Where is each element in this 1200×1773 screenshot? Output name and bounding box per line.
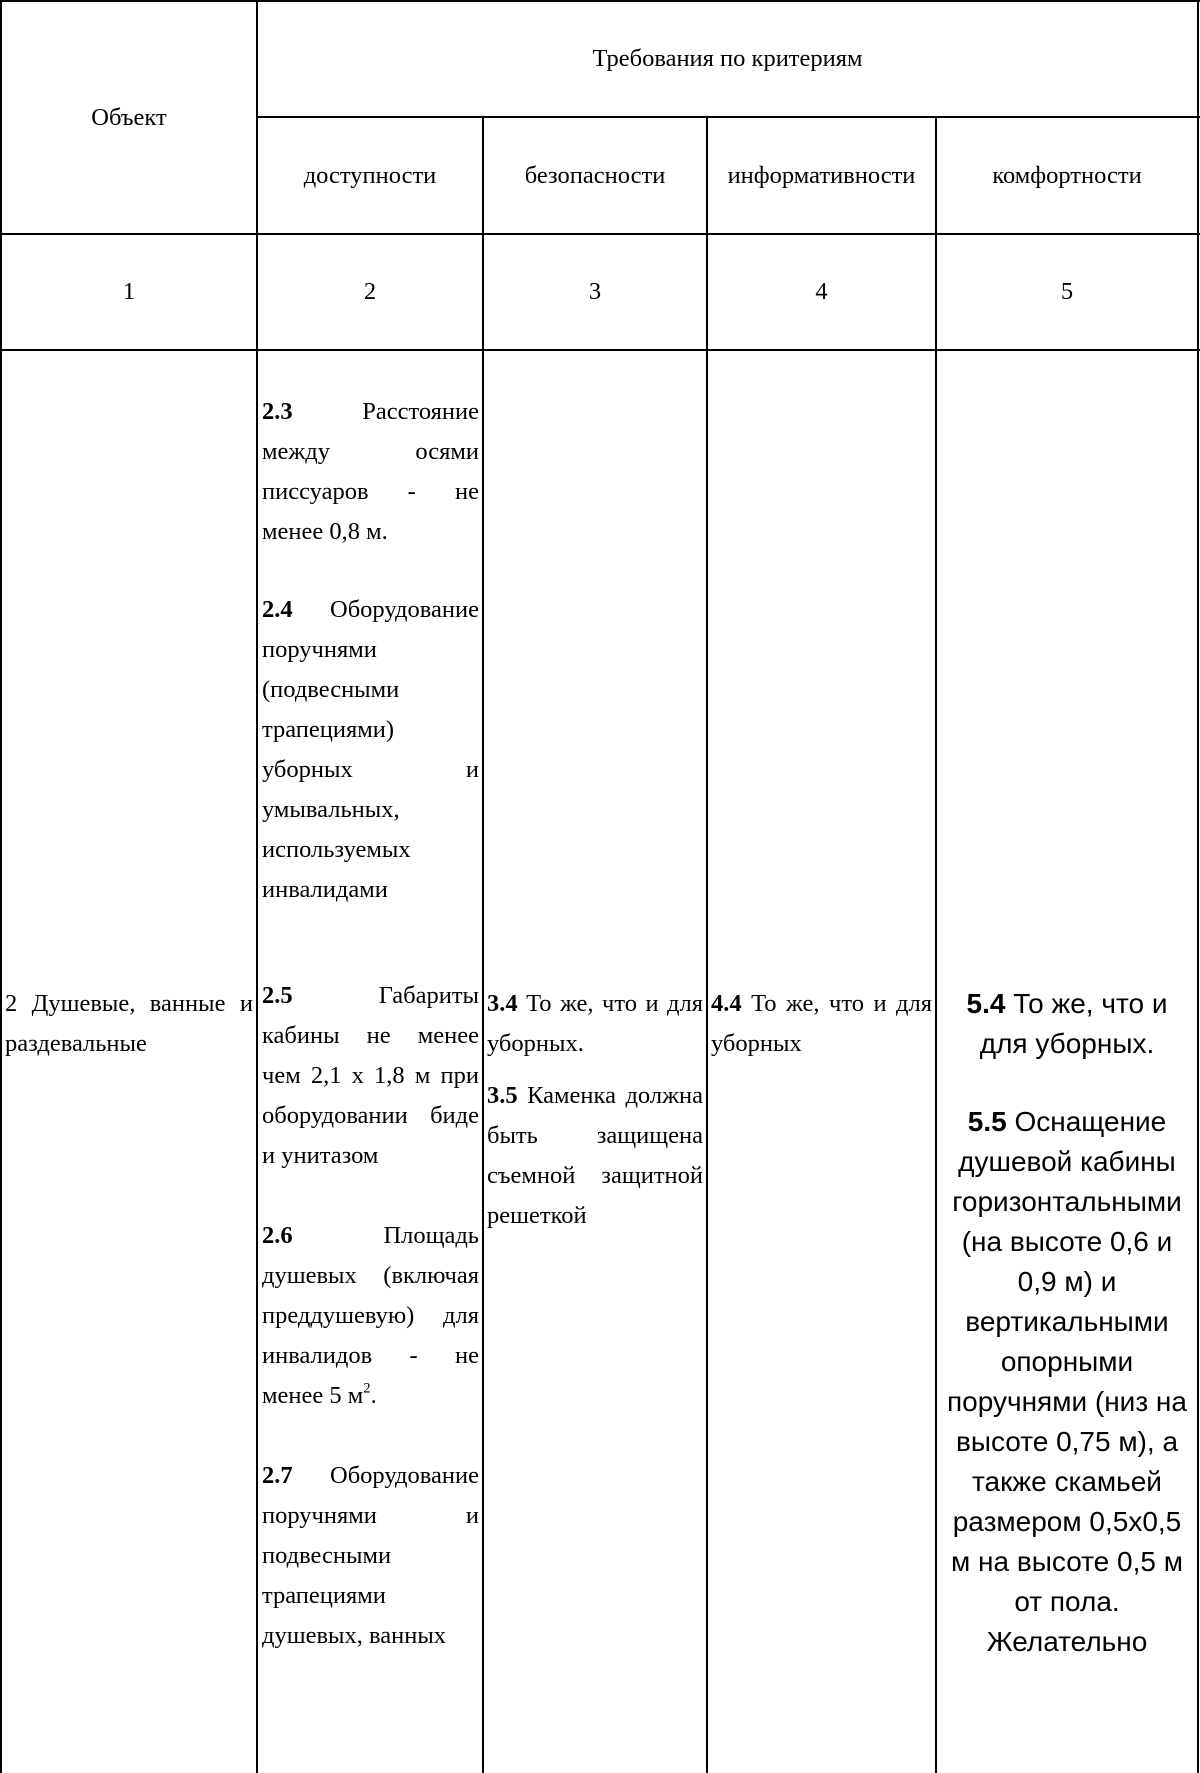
requirement-4-4 (711, 984, 932, 1064)
requirement-number: 5.4 (966, 988, 1014, 1019)
column-number-label: 1 (122, 278, 136, 305)
column-number-1 (1, 234, 257, 350)
requirement-text: Габариты кабины не менее чем 2,1 х 1,8 м при оборудовании биде и унитазом (262, 982, 479, 1169)
safety-cell (487, 984, 703, 1236)
requirement-text: Оборудование поручнями и подвесными трапециями душевых, ванных (262, 1462, 479, 1649)
requirement-2-5 (262, 976, 479, 1176)
requirement-3-5 (487, 1076, 703, 1236)
requirement-text: Каменка должна быть защищена съемной защитной решеткой (487, 1082, 703, 1229)
requirement-text: Расстояние между осями писсуаров - не менее 0,8 м. (262, 398, 479, 545)
requirement-2-7 (262, 1456, 479, 1656)
requirement-number: 5.5 (967, 1106, 1015, 1137)
header-criterion-accessibility (257, 117, 483, 234)
column-number-label: 5 (1060, 278, 1074, 305)
requirement-5-5 (940, 1102, 1194, 1662)
requirement-text: Площадь душевых (включая преддушевую) для инвалидов - не менее 5 м (262, 1222, 479, 1409)
requirement-text: То же, что и для уборных. (979, 988, 1168, 1059)
requirement-2-3 (262, 392, 479, 552)
comfort-cell (940, 984, 1194, 1662)
object-name: 2 Душевые, ванные и раздевальные (5, 990, 253, 1057)
requirement-number: 2.6 (262, 1222, 384, 1249)
requirement-number: 4.4 (711, 990, 752, 1017)
requirement-number: 3.4 (487, 990, 527, 1017)
informativeness-cell (711, 984, 932, 1064)
criterion-label: безопасности (524, 161, 666, 189)
requirement-number: 2.7 (262, 1462, 331, 1489)
requirement-text: То же, что и для уборных. (487, 990, 704, 1057)
header-criterion-safety (483, 117, 707, 234)
header-criterion-comfort (936, 117, 1198, 234)
criterion-label: информативности (727, 161, 916, 189)
requirement-text: То же, что и для уборных (711, 990, 933, 1057)
column-number-3 (483, 234, 707, 350)
requirement-number: 2.3 (262, 398, 363, 425)
column-number-5 (936, 234, 1198, 350)
header-object (1, 1, 257, 234)
column-number-4 (707, 234, 936, 350)
column-number-2 (257, 234, 483, 350)
criterion-label: комфортности (992, 161, 1142, 189)
requirement-2-4 (262, 590, 479, 910)
header-object-label: Объект (91, 103, 167, 131)
requirement-number: 2.5 (262, 982, 379, 1009)
requirement-3-4 (487, 984, 703, 1064)
criterion-label: доступности (303, 161, 437, 189)
column-number-label: 3 (588, 278, 602, 305)
column-number-label: 4 (815, 278, 828, 305)
requirement-2-6 (262, 1216, 479, 1416)
header-criterion-informativeness (707, 117, 936, 234)
requirement-text-tail: . (370, 1382, 377, 1409)
requirement-number: 3.5 (487, 1082, 528, 1109)
requirement-text: Оснащение душевой кабины горизонтальными (на высоте 0,6 и 0,9 м) и вертикальными опорными поручнями (низ на высоте 0,75 м), а также скамьей размером 0,5х0,5 м на высоте 0,5 м от пола. Желательно (947, 1106, 1187, 1657)
requirement-number: 2.4 (262, 596, 331, 623)
header-requirements-label: Требования по критериям (592, 45, 863, 72)
superscript: 2 (363, 1380, 371, 1397)
requirement-5-4 (940, 984, 1194, 1064)
object-name-cell (5, 984, 253, 1064)
header-requirements (257, 1, 1198, 117)
requirement-text: Оборудование поручнями (подвесными трапециями) уборных и умывальных, используемых инвалидами (262, 596, 479, 903)
accessibility-cell (262, 392, 479, 1656)
column-number-label: 2 (363, 278, 377, 305)
